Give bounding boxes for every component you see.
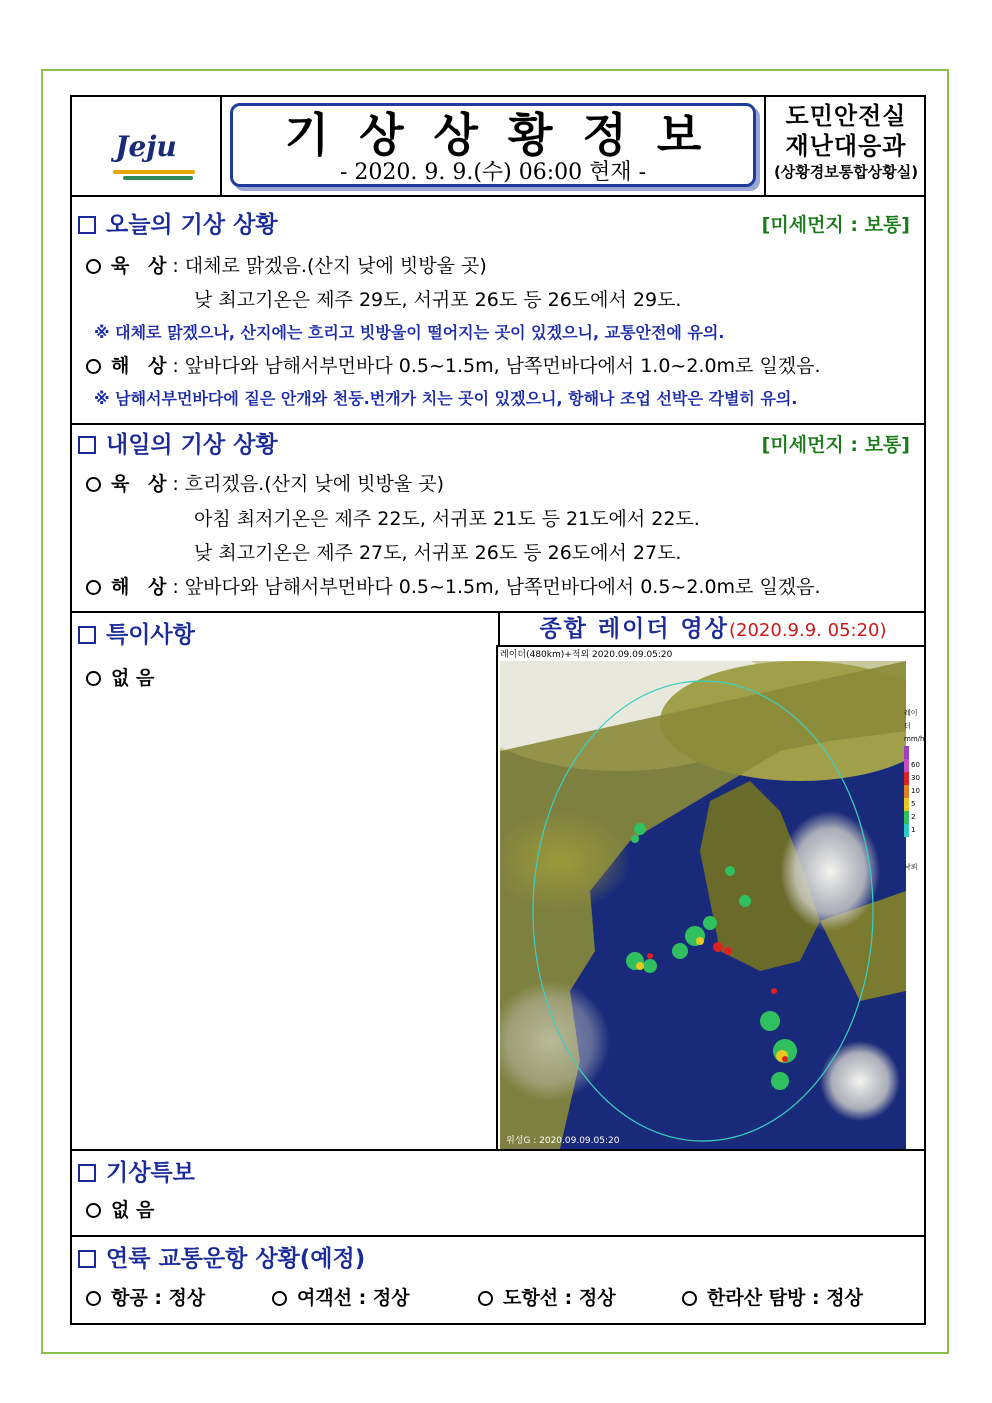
circle-bullet-icon [86, 359, 101, 374]
checkbox-icon [78, 1164, 96, 1182]
radar-satellite-image [500, 661, 906, 1149]
checkbox-icon [78, 626, 96, 644]
traffic-section [72, 1237, 924, 1323]
dept-name-3: (상황경보통합상황실) [773, 163, 919, 181]
weather-report-document [70, 95, 926, 1325]
checkbox-icon [78, 436, 96, 454]
circle-bullet-icon [682, 1291, 697, 1306]
traffic-title: 연륙 교통운항 상황(예정) [78, 1245, 365, 1273]
circle-bullet-icon [86, 580, 101, 595]
report-header [72, 97, 924, 197]
checkbox-icon [78, 216, 96, 234]
today-title: 오늘의 기상 상황 [78, 211, 278, 239]
tomorrow-sea-line: 해 상: 앞바다와 남해서부먼바다 0.5~1.5m, 남쪽먼바다에서 0.5~2.0m로 일겠음. [86, 574, 821, 600]
today-land-line: 육 상: 대체로 맑겠음.(산지 낮에 빗방울 곳) [86, 253, 487, 279]
warning-title: 기상특보 [78, 1159, 195, 1187]
checkbox-icon [78, 1250, 96, 1268]
circle-bullet-icon [86, 477, 101, 492]
tomorrow-weather-section [72, 425, 924, 613]
today-sea-line: 해 상: 앞바다와 남해서부먼바다 0.5~1.5m, 남쪽먼바다에서 1.0~2.0m로 일겠음. [86, 353, 821, 379]
tomorrow-title: 내일의 기상 상황 [78, 431, 278, 459]
radar-legend: 레이더 mm/h 60 30 10 5 2 1 낙뢰 [904, 709, 925, 871]
today-weather-section [72, 197, 924, 425]
today-land-note: ※ 대체로 맑겠으나, 산지에는 흐리고 빗방울이 떨어지는 곳이 있겠으니, 교통안전에 유의. [94, 323, 725, 342]
today-dust: [미세먼지 : 보통] [761, 214, 910, 236]
department-cell [764, 97, 926, 195]
jeju-logo [115, 130, 177, 163]
logo-cell [72, 97, 222, 195]
title-box [230, 103, 756, 187]
special-title: 특이사항 [78, 621, 195, 649]
tomorrow-land-line: 육 상: 흐리겠음.(산지 낮에 빗방울 곳) [86, 471, 444, 497]
radar-title: 종합 레이더 영상(2020.9.9. 05:20) [498, 613, 926, 645]
radar-caption: 레이더(480km)+적외 2020.09.09.05:20 [500, 650, 673, 660]
circle-bullet-icon [86, 1203, 101, 1218]
circle-bullet-icon [86, 1291, 101, 1306]
circle-bullet-icon [272, 1291, 287, 1306]
warning-section [72, 1151, 924, 1237]
today-sea-note: ※ 남해서부먼바다에 짙은 안개와 천둥.번개가 치는 곳이 있겠으니, 항해나 조업 선박은 각별히 유의. [94, 389, 798, 408]
today-land-temp: 낮 최고기온은 제주 29도, 서귀포 26도 등 26도에서 29도. [194, 289, 682, 311]
tomorrow-dust: [미세먼지 : 보통] [761, 434, 910, 456]
dept-name-2: 재난대응과 [785, 132, 907, 160]
traffic-hallasan: 한라산 탐방 : 정상 [682, 1285, 863, 1311]
special-item: 없 음 [86, 665, 154, 691]
traffic-air: 항공 : 정상 [86, 1285, 205, 1311]
warning-item: 없 음 [86, 1197, 154, 1223]
tomorrow-land-max: 낮 최고기온은 제주 27도, 서귀포 26도 등 26도에서 27도. [194, 542, 682, 564]
radar-footer: 위성G : 2020.09.09.05:20 [506, 1136, 620, 1146]
logo-text: Jeju [115, 129, 177, 163]
dept-name-1: 도민안전실 [785, 102, 907, 130]
traffic-ferry: 여객선 : 정상 [272, 1285, 410, 1311]
special-section [72, 613, 924, 1151]
circle-bullet-icon [478, 1291, 493, 1306]
report-title: 기상상황정보 [284, 108, 732, 162]
circle-bullet-icon [86, 671, 101, 686]
traffic-island-ferry: 도항선 : 정상 [478, 1285, 616, 1311]
radar-image-panel [496, 645, 924, 1149]
report-date: - 2020. 9. 9.(수) 06:00 현재 - [339, 160, 647, 185]
circle-bullet-icon [86, 259, 101, 274]
tomorrow-land-min: 아침 최저기온은 제주 22도, 서귀포 21도 등 21도에서 22도. [194, 508, 700, 530]
